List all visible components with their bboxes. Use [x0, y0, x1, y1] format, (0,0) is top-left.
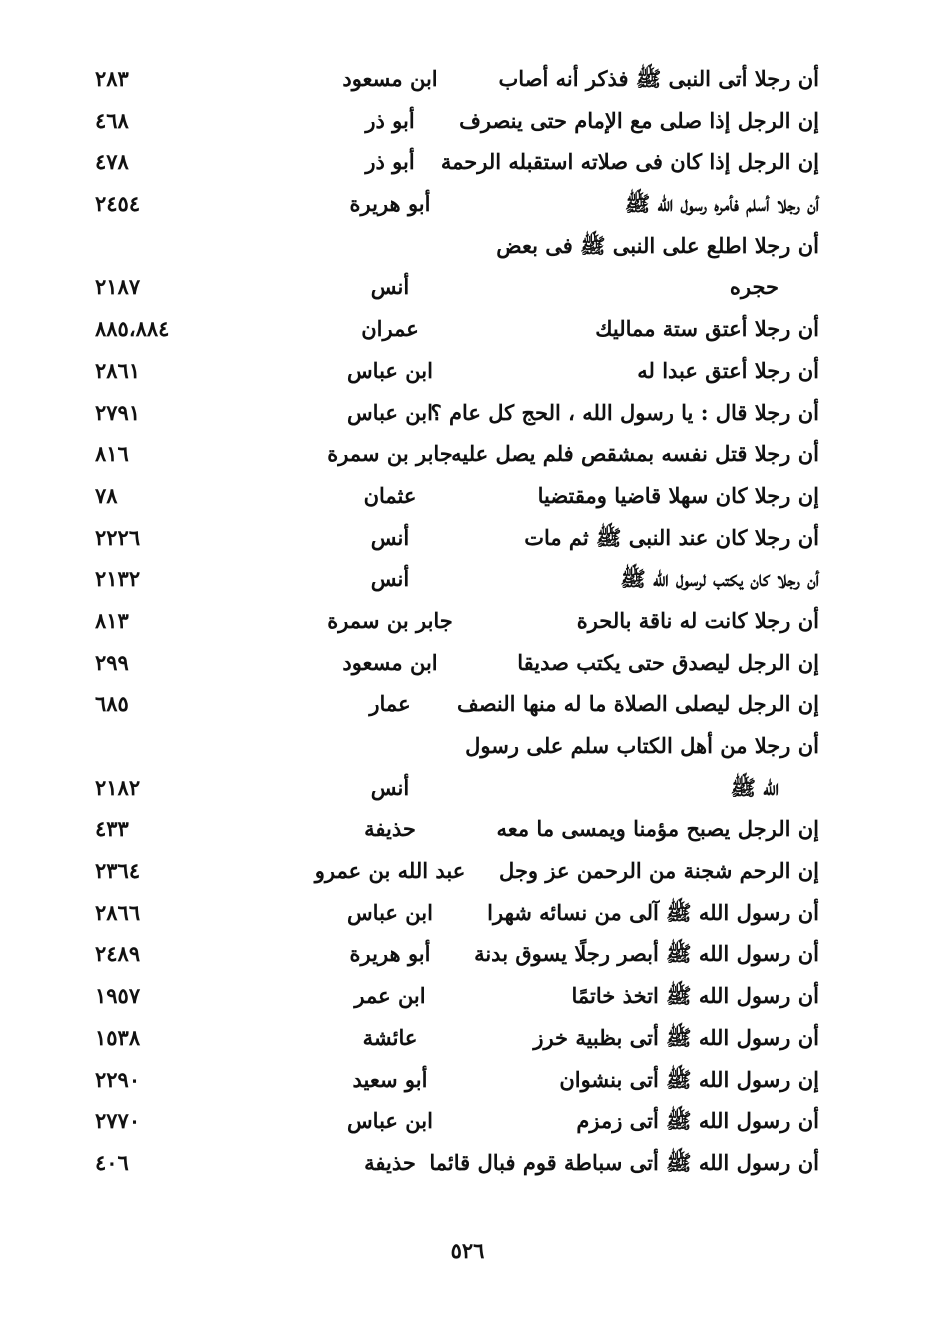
narrator-name: ابن عباس	[347, 357, 433, 383]
hadith-text: أن رسول الله ﷺ أتى زمزم	[576, 1108, 819, 1134]
hadith-number: ٨١٦	[95, 441, 129, 467]
hadith-number: ٤٦٨	[95, 107, 129, 133]
hadith-text: إن الرجل يصبح مؤمنا ويمسى ما معه	[496, 816, 819, 842]
hadith-number: ٢٣٦٤	[95, 858, 141, 884]
narrator-name: جابر بن سمرة	[327, 441, 453, 467]
narrator-name: ابن عباس	[347, 1108, 433, 1134]
hadith-number: ٢٧٧٠	[95, 1108, 141, 1134]
table-row	[0, 850, 935, 892]
hadith-text: إن الرحم شجنة من الرحمن عز وجل	[499, 858, 819, 884]
hadith-text: أن رجلا قتل نفسه بمشقص فلم يصل عليه	[451, 441, 819, 467]
hadith-number: ٢٤٥٤	[95, 191, 141, 217]
table-row	[0, 392, 935, 434]
table-row	[0, 58, 935, 100]
hadith-text: أن رسول الله ﷺ اتخذ خاتمًا	[571, 983, 819, 1009]
hadith-number: ١٥٣٨	[95, 1024, 141, 1050]
hadith-text: أن رجلا أعتق عبدا له	[637, 357, 819, 383]
narrator-name: عثمان	[363, 482, 417, 508]
hadith-text: إن الرجل ليصدق حتى يكتب صديقا	[517, 649, 819, 675]
hadith-text: أن رسول الله ﷺ آلى من نسائه شهرا	[487, 899, 819, 925]
narrator-name: حذيفة	[364, 1149, 416, 1175]
narrator-name	[300, 225, 480, 267]
narrator-name: أبو هريرة	[349, 191, 431, 217]
narrator-name: أنس	[370, 566, 410, 592]
hadith-text: حجره	[729, 274, 779, 300]
table-row	[0, 975, 935, 1017]
hadith-number: ٢٨٣	[95, 66, 129, 91]
table-row	[0, 266, 935, 308]
hadith-number: ٢٢٢٦	[95, 524, 141, 550]
table-row	[0, 1017, 935, 1059]
table-row	[0, 433, 935, 475]
narrator-name: عمار	[369, 691, 411, 717]
hadith-text: أن رجلا كانت له ناقة بالحرة	[576, 607, 819, 633]
hadith-number: ٢١٣٢	[95, 566, 141, 592]
hadith-text: أن رجلا أعتق ستة مماليك	[595, 316, 819, 342]
narrator-name	[300, 725, 480, 767]
hadith-number: ٨٨٥،٨٨٤	[95, 316, 170, 342]
narrator-name: أنس	[370, 774, 410, 800]
table-row	[0, 558, 935, 600]
table-row	[0, 808, 935, 850]
hadith-text: إن رجلا كان سهلا قاضيا ومقتضيا	[537, 482, 819, 508]
narrator-name: ابن عمر	[354, 983, 426, 1009]
hadith-text: أن رجلا من أهل الكتاب سلم على رسول	[465, 733, 819, 758]
table-row	[0, 1142, 935, 1184]
hadith-text: إن الرجل إذا صلى مع الإمام حتى ينصرف	[459, 107, 819, 133]
narrator-name: ابن عباس	[347, 899, 433, 925]
hadith-text: الله ﷺ	[730, 774, 779, 800]
hadith-text: أن رسول الله ﷺ أتى سباطة قوم فبال قائما	[429, 1149, 819, 1175]
narrator-name: أبو ذر	[365, 107, 415, 133]
page-number: ٥٢٦	[450, 1238, 485, 1263]
hadith-text: إن الرجل ليصلى الصلاة ما له منها النصف	[456, 691, 819, 717]
narrator-name: أبو هريرة	[349, 941, 431, 967]
table-row	[0, 767, 935, 809]
table-row	[0, 517, 935, 559]
hadith-number	[95, 225, 225, 267]
narrator-name: أنس	[370, 274, 410, 300]
hadith-number: ٤٣٣	[95, 816, 129, 842]
narrator-name: ابن عباس	[347, 399, 433, 425]
table-row	[0, 308, 935, 350]
table-row	[0, 1100, 935, 1142]
narrator-name: ابن مسعود	[342, 66, 438, 91]
hadith-number: ٢٩٩	[95, 649, 129, 675]
table-row	[0, 475, 935, 517]
hadith-number: ٤٠٦	[95, 1149, 129, 1175]
hadith-text: أن رجلا كان يكتب لرسول الله ﷺ	[620, 566, 819, 592]
hadith-number: ٢٨٦١	[95, 357, 141, 383]
hadith-number: ٢١٨٧	[95, 274, 141, 300]
narrator-name: جابر بن سمرة	[327, 607, 453, 633]
hadith-text: أن رجلا كان عند النبى ﷺ ثم مات	[524, 524, 819, 550]
table-row	[0, 683, 935, 725]
narrator-name: أنس	[370, 524, 410, 550]
hadith-number: ٤٧٨	[95, 149, 129, 175]
table-row	[0, 933, 935, 975]
table-row	[0, 350, 935, 392]
hadith-number: ٢٢٩٠	[95, 1066, 141, 1092]
narrator-name: أبو ذر	[365, 149, 415, 175]
hadith-text: إن الرجل إذا كان فى صلاته استقبله الرحمة	[440, 149, 819, 175]
hadith-number: ١٩٥٧	[95, 983, 141, 1009]
narrator-name: حذيفة	[364, 816, 416, 842]
hadith-text: إن رسول الله ﷺ أتى بنشوان	[559, 1066, 819, 1092]
hadith-index-table	[0, 58, 935, 1184]
hadith-text: أن رجلا اطلع على النبى ﷺ فى بعض	[496, 232, 819, 258]
hadith-number: ٢٧٩١	[95, 399, 141, 425]
hadith-text: أن رجلا أسلم فأمره رسول الله ﷺ	[624, 191, 819, 217]
hadith-number: ٢١٨٢	[95, 774, 141, 800]
narrator-name: عائشة	[362, 1024, 418, 1050]
hadith-number: ٢٤٨٩	[95, 941, 141, 967]
hadith-text: أن رجلا قال : يا رسول الله ، الحج كل عام ؟	[430, 399, 819, 425]
hadith-text: أن رسول الله ﷺ أتى بظبية خرز	[533, 1024, 819, 1050]
table-row	[0, 642, 935, 684]
hadith-number: ٨١٣	[95, 607, 129, 633]
hadith-number	[95, 725, 225, 767]
narrator-name: ابن مسعود	[342, 649, 438, 675]
table-row	[0, 100, 935, 142]
narrator-name: عمران	[361, 316, 419, 342]
table-row	[0, 225, 935, 267]
narrator-name: أبو سعيد	[352, 1066, 428, 1092]
hadith-number: ٢٨٦٦	[95, 899, 141, 925]
table-row	[0, 892, 935, 934]
hadith-text: أن رسول الله ﷺ أبصر رجلًا يسوق بدنة	[474, 941, 819, 967]
table-row	[0, 1059, 935, 1101]
hadith-text: أن رجلا أتى النبى ﷺ فذكر أنه أصاب	[498, 66, 819, 91]
table-row	[0, 141, 935, 183]
table-row	[0, 725, 935, 767]
hadith-number: ٦٨٥	[95, 691, 129, 717]
table-row	[0, 600, 935, 642]
hadith-number: ٧٨	[95, 482, 118, 508]
table-row	[0, 183, 935, 225]
narrator-name: عبد الله بن عمرو	[314, 858, 466, 884]
